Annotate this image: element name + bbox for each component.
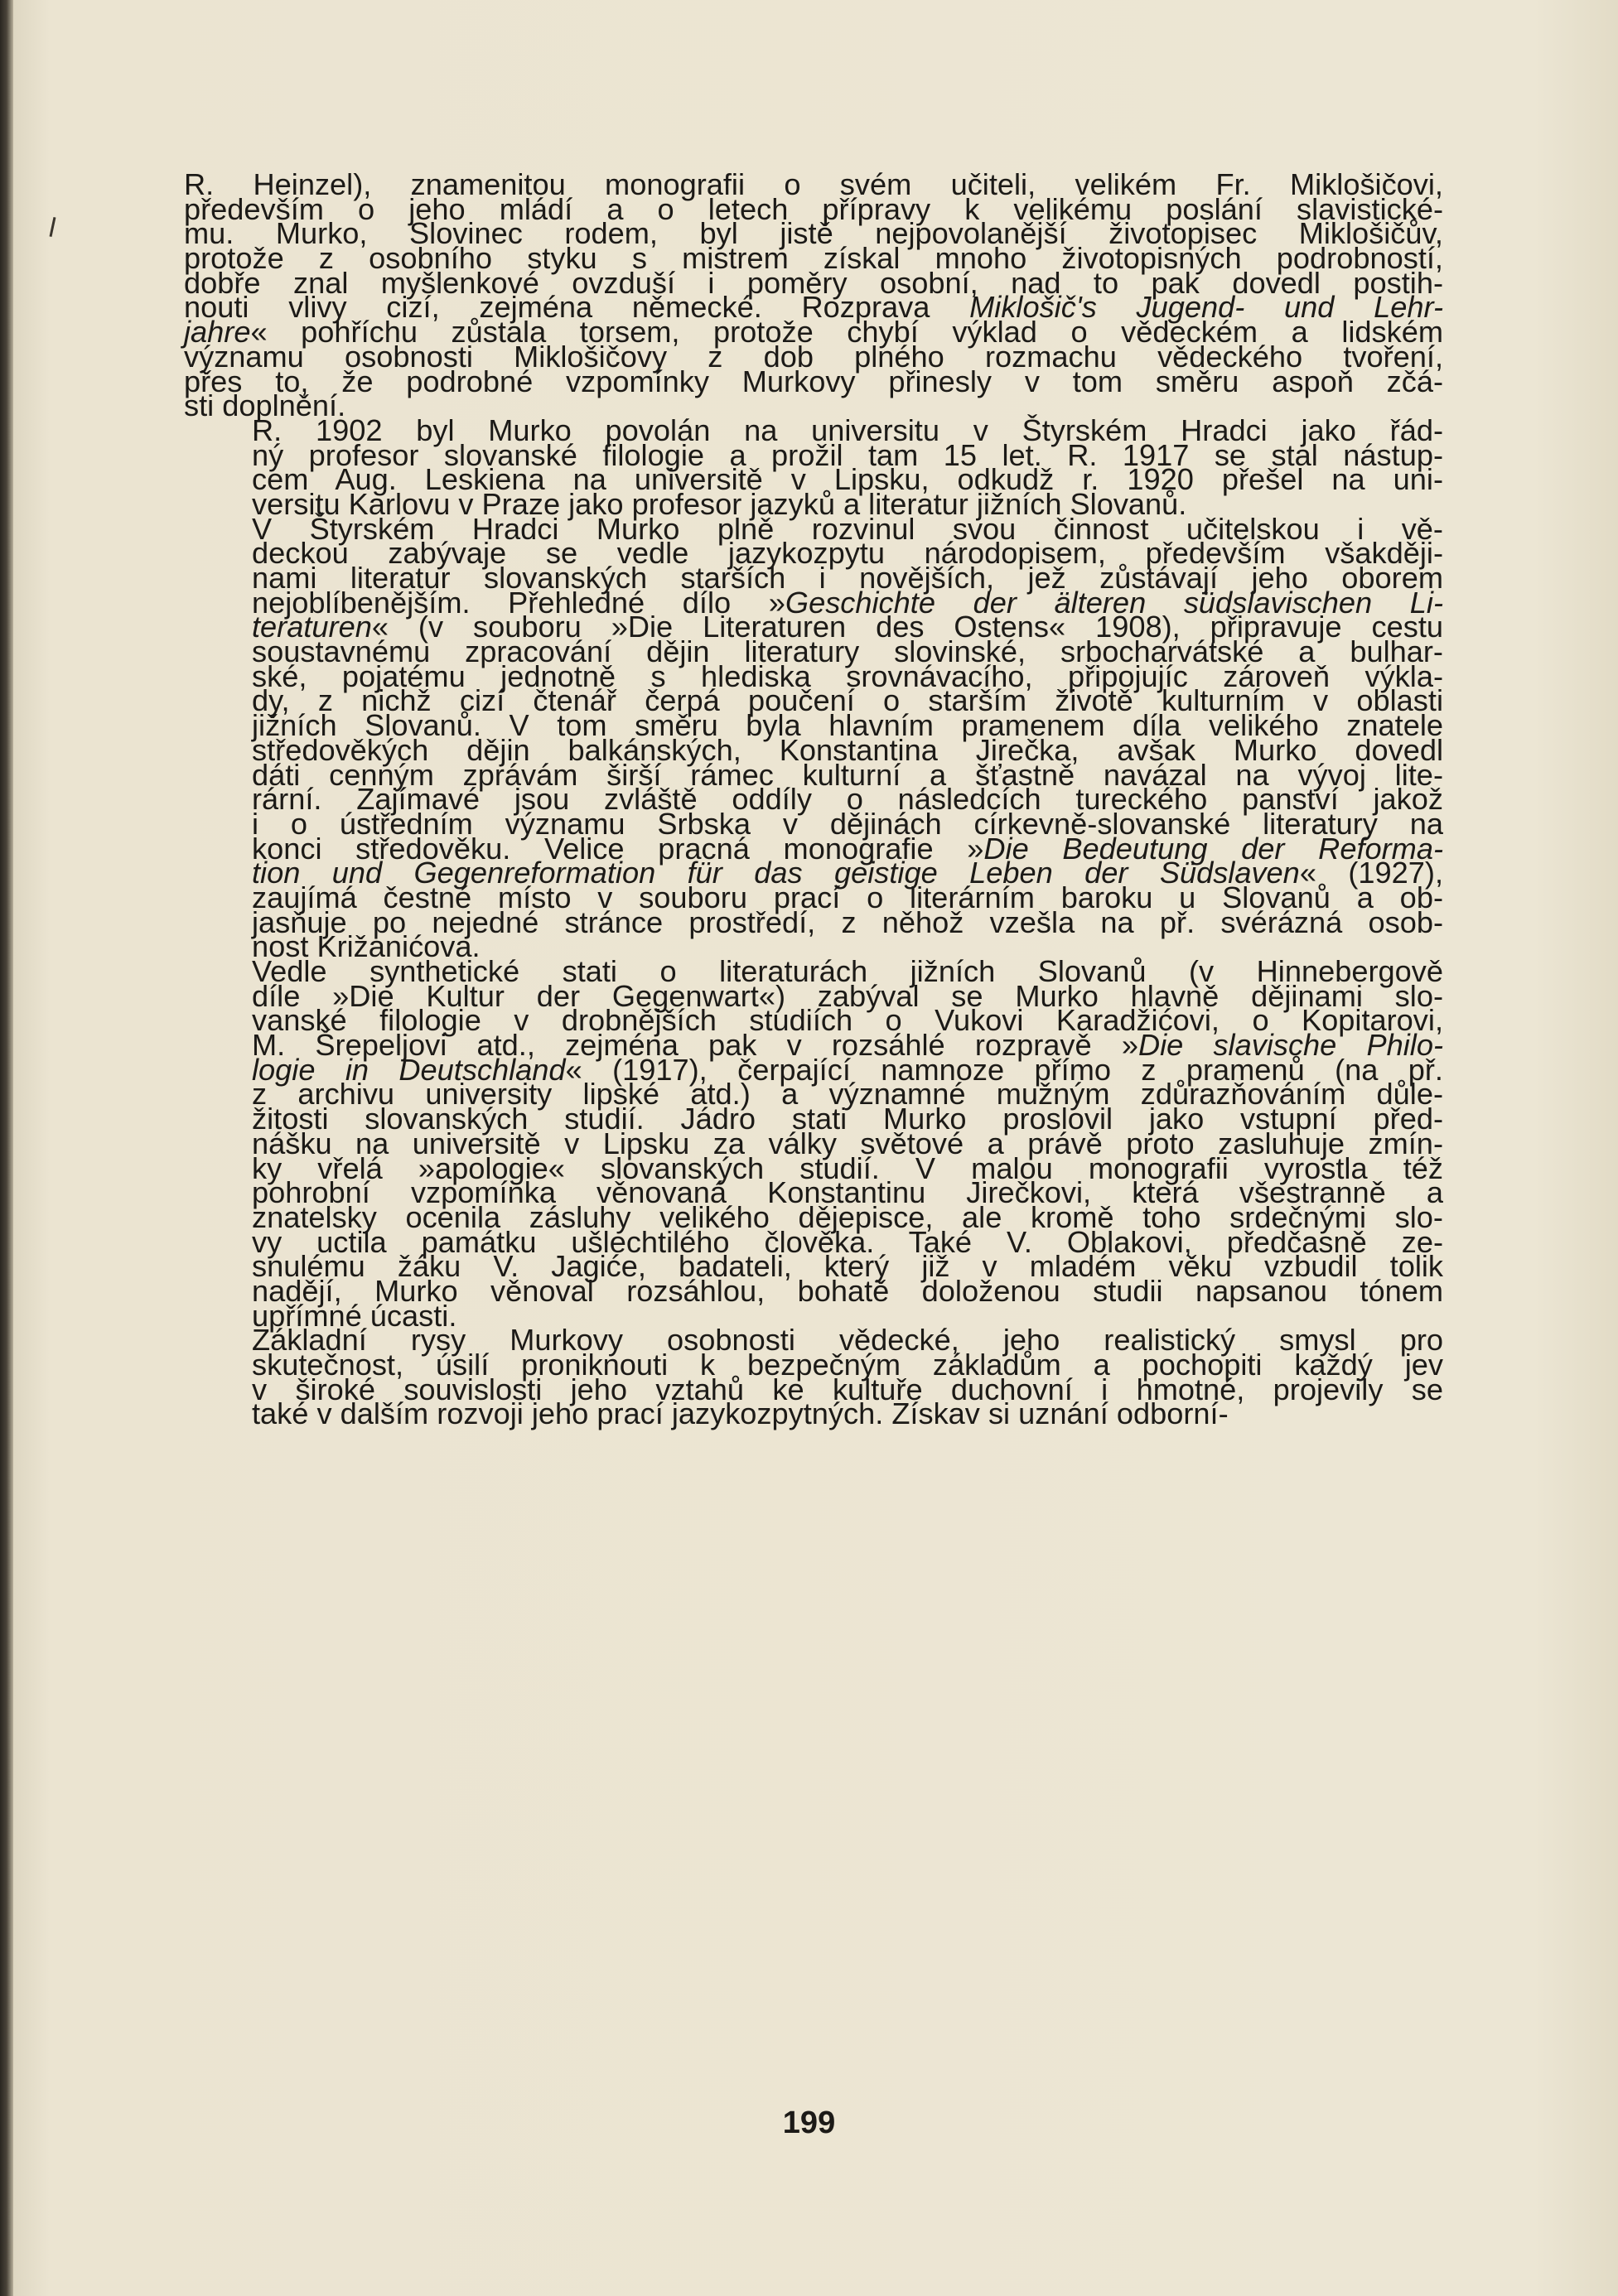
text-segment: soustavnému zpracování dějin literatury slovinské, srbocharvátské a bulhar-: [252, 634, 1443, 669]
margin-pencil-mark: [50, 217, 56, 237]
text-segment: nášku na universitě v Lipsku za války světové a právě proto zasluhuje zmín-: [252, 1126, 1443, 1160]
italic-title-segment: tion und Gegenreformation für das geistige Leben der Südslaven: [252, 856, 1300, 890]
text-segment: dobře znal myšlenkové ovzduší i poměry osobní, nad to pak dovedl postih-: [184, 265, 1443, 300]
book-binding-edge: [0, 0, 13, 2296]
text-segment: versitu Karlovu v Praze jako profesor jazyků a literatur jižních Slovanů.: [252, 486, 1187, 521]
text-segment: mu. Murko, Slovinec rodem, byl jistě nejpovolanější životopisec Miklošičův,: [184, 216, 1443, 251]
text-segment: snulému žáku V. Jagiće, badateli, který již v mladém věku vzbudil tolik: [252, 1249, 1443, 1284]
text-segment: z archivu university lipské atd.) a významné mužným zdůrazňováním důle-: [252, 1077, 1443, 1112]
text-segment: dy, z nichž cizí čtenář čerpá poučení o starším životě kulturním v oblasti: [252, 683, 1443, 718]
italic-title-segment: teraturen: [252, 610, 372, 644]
italic-title-segment: Geschichte der älteren südslavischen Li-: [785, 585, 1443, 620]
text-segment: ný profesor slovanské filologie a prožil tam 15 let. R. 1917 se stal nástup-: [252, 437, 1443, 472]
text-segment: skutečnost, úsilí proniknouti k bezpečným základům a pochopiti každý jev: [252, 1348, 1443, 1382]
text-segment: nejoblíbenějším. Přehledné dílo »: [252, 585, 785, 620]
text-segment: dáti cenným zprávám širší rámec kulturní a šťastně navázal na vývoj lite-: [252, 757, 1443, 792]
text-segment: zaujímá čestné místo v souboru prací o literárním baroku u Slovanů a ob-: [252, 880, 1443, 914]
text-segment: cem Aug. Leskiena na universitě v Lipsku, odkudž r. 1920 přešel na uni-: [252, 462, 1443, 497]
text-segment: deckou zabývaje se vedle jazykozpytu národopisem, především všakději-: [252, 536, 1443, 571]
text-segment: středověkých dějin balkánských, Konstantina Jirečka, avšak Murko dovedl: [252, 732, 1443, 767]
text-segment: v široké souvislosti jeho vztahů ke kultuře duchovní i hmotné, projevily se: [252, 1372, 1443, 1406]
text-segment: žitosti slovanských studií. Jádro stati Murko proslovil jako vstupní před-: [252, 1102, 1443, 1136]
text-segment: nost Križanićova.: [252, 929, 481, 964]
text-segment: znatelsky ocenila zásluhy velikého dějepisce, ale kromě toho srdečnými slo-: [252, 1199, 1443, 1234]
text-segment: ské, pojatému jednotně s hlediska srovnávacího, připojujíc zároveň výkla-: [252, 658, 1443, 693]
italic-title-segment: Die slavische Philo-: [1137, 1028, 1443, 1063]
text-segment: Základní rysy Murkovy osobnosti vědecké, jeho realistický smysl pro: [252, 1323, 1443, 1358]
text-line: [184, 364, 1443, 398]
text-segment: « (v souboru »Die Literaturen des Ostens« 1908), připravuje cestu: [371, 610, 1443, 644]
paragraph: [184, 167, 1443, 423]
text-segment: M. Šrepeljovi atd., zejména pak v rozsáhlé rozpravě »: [252, 1028, 1138, 1063]
text-segment: R. Heinzel), znamenitou monografii o svém učiteli, velikém Fr. Miklošičovi,: [184, 167, 1443, 201]
paragraph: [184, 1323, 1443, 1431]
text-segment: především o jeho mládí a o letech přípravy k velikému poslání slavistické-: [184, 191, 1443, 226]
text-segment: ky vřelá »apologie« slovanských studií. V malou monografii vyrostla též: [252, 1150, 1443, 1185]
text-segment: Vedle synthetické stati o literaturách jižních Slovanů (v Hinnebergově: [252, 954, 1443, 988]
paragraph: [184, 511, 1443, 964]
paragraph: [184, 954, 1443, 1333]
italic-title-segment: jahre: [184, 315, 251, 350]
paragraph: [184, 412, 1443, 521]
text-segment: V Štyrském Hradci Murko plně rozvinul svou činnost učitelskou i vě-: [252, 511, 1443, 546]
text-segment: pohrobní vzpomínka věnovaná Konstantinu Jirečkovi, která všestranně a: [252, 1175, 1443, 1210]
text-segment: jižních Slovanů. V tom směru byla hlavním pramenem díla velikého znatele: [252, 708, 1443, 743]
italic-title-segment: Die Bedeutung der Reforma-: [983, 831, 1443, 866]
text-segment: vanské filologie v drobnějších studiích o Vukovi Karadžićovi, o Kopitarovi,: [252, 1003, 1443, 1038]
text-segment: vy uctila památku ušlechtilého člověka. Také V. Oblakovi, předčasně ze-: [252, 1224, 1443, 1259]
text-segment: sti doplnění.: [184, 388, 346, 423]
text-segment: protože z osobního styku s mistrem získal mnoho životopisných podrobností,: [184, 241, 1443, 276]
text-segment: « (1927),: [1299, 856, 1443, 890]
italic-title-segment: logie in Deutschland: [252, 1052, 566, 1087]
text-segment: také v dalším rozvoji jeho prací jazykozpytných. Získav si uznání odborní-: [252, 1396, 1229, 1431]
text-segment: nami literatur slovanských starších i novějších, jež zůstávají jeho oborem: [252, 561, 1443, 595]
italic-title-segment: Miklošič's Jugend- und Lehr-: [969, 290, 1443, 325]
text-segment: nouti vlivy cizí, zejména německé. Rozprava: [184, 290, 970, 325]
text-segment: díle »Die Kultur der Gegenwart«) zabýval se Murko hlavně dějinami slo-: [252, 978, 1443, 1013]
text-segment: jasňuje po nejedné stránce prostředí, z něhož vzešla na př. svérázná osob-: [252, 904, 1443, 939]
text-segment: i o ústředním významu Srbska v dějinách církevně-slovanské literatury na: [252, 806, 1443, 841]
text-segment: upřímné úcasti.: [252, 1298, 457, 1333]
page-number: 199: [782, 2105, 836, 2140]
text-segment: « (1917), čerpající namnoze přímo z pramenů (na př.: [565, 1052, 1443, 1087]
text-segment: významu osobnosti Miklošičovy z dob plného rozmachu vědeckého tvoření,: [184, 339, 1443, 374]
text-segment: přes to, že podrobné vzpomínky Murkovy přinesly v tom směru aspoň zčá-: [184, 364, 1443, 398]
text-segment: rární. Zajímavé jsou zvláště oddíly o následcích tureckého panství jakož: [252, 782, 1443, 817]
text-segment: konci středověku. Velice pracná monografie »: [252, 831, 984, 866]
text-segment: nadějí, Murko věnoval rozsáhlou, bohatě doloženou studii napsanou tónem: [252, 1273, 1443, 1308]
text-segment: « pohříchu zůstala torsem, protože chybí výklad o vědeckém a lidském: [250, 315, 1443, 350]
body-text: [184, 167, 1443, 1431]
text-segment: R. 1902 byl Murko povolán na universitu v Štyrském Hradci jako řád-: [252, 412, 1443, 447]
